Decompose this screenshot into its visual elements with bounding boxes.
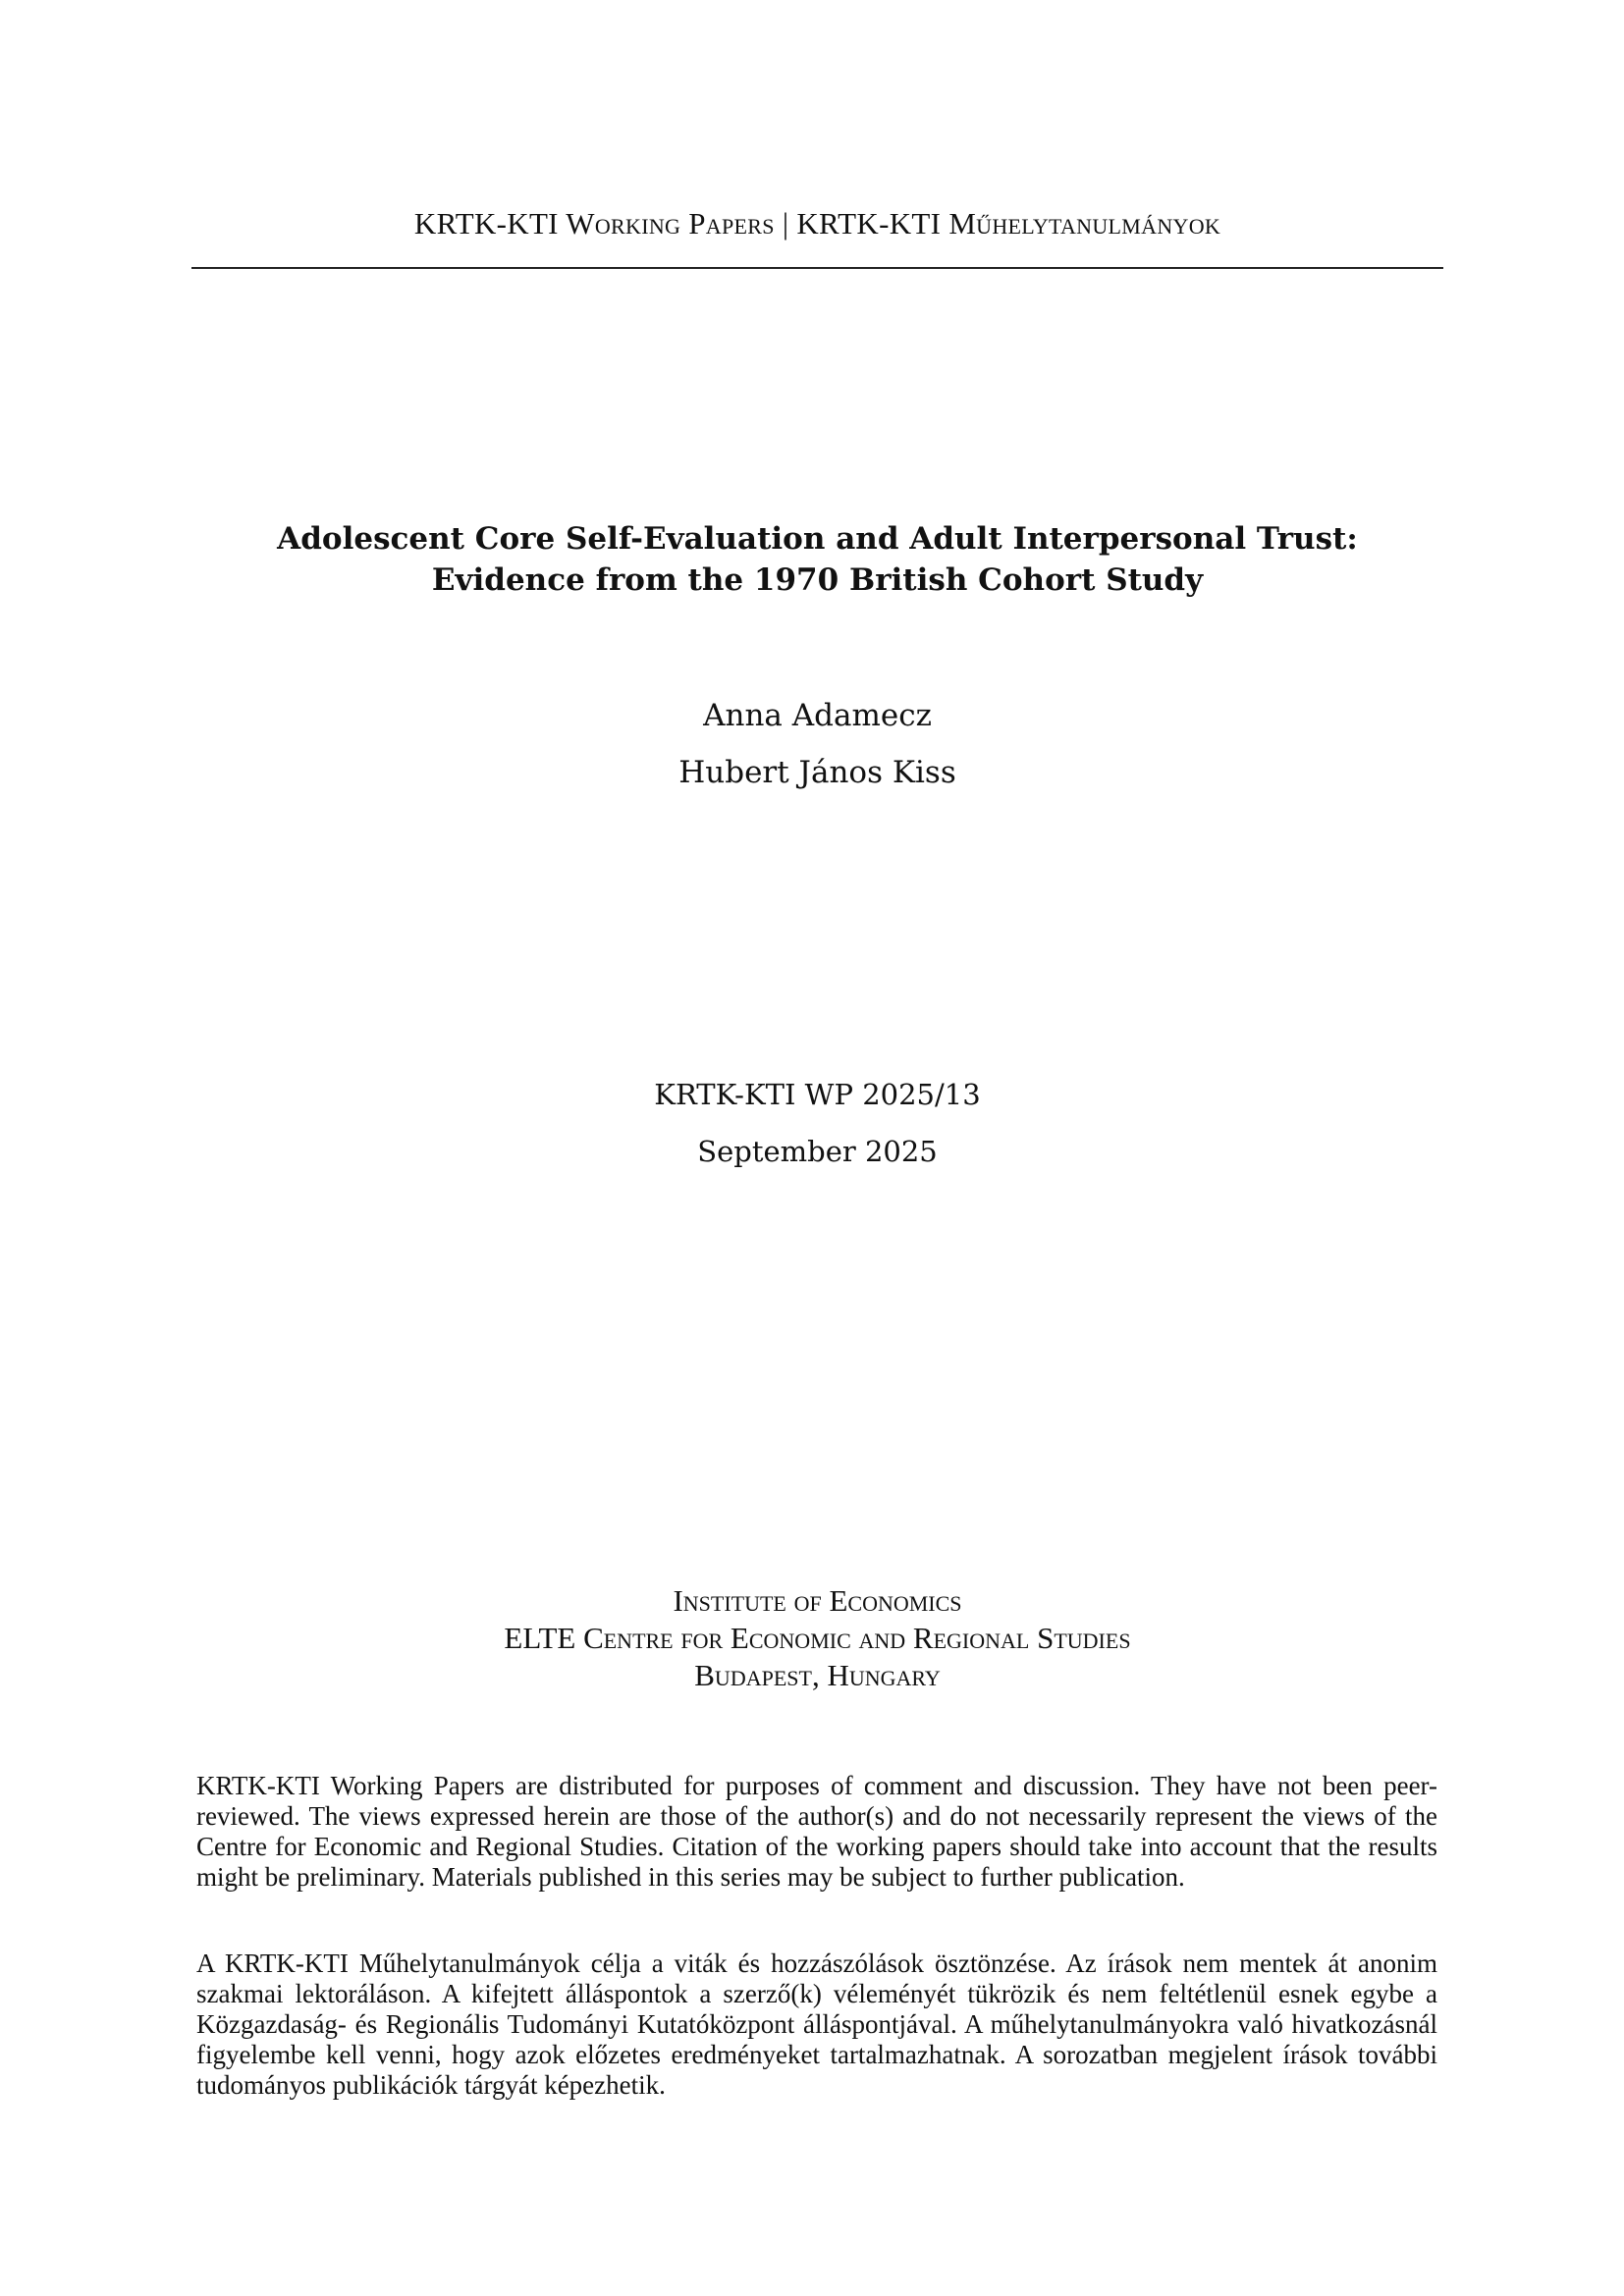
disclaimer-hungarian: A KRTK-KTI Műhelytanulmányok célja a viták és hozzászólások ösztönzése. Az írások nem mentek át anonim szakmai lektoráláson. A kifejtett álláspontok a szerző(k) véleményét tükrözik és nem feltétlenül esnek egybe a Közgazdaság- és Regionális Tudományi Kutatóközpont álláspontjával. A műhelytanulmányokra való hivatkozásnál figyelembe kell venni, hogy azok előzetes eredményeket tartalmazhatnak. A sorozatban megjelent írások további tudományos publikációk tárgyát képezhetik.: [196, 1949, 1437, 2100]
author-name: Anna Adamecz: [703, 698, 932, 733]
institution-line: ELTE Centre for Economic and Regional Studies: [504, 1621, 1131, 1655]
publication-date: September 2025: [697, 1135, 938, 1168]
working-paper-number: KRTK-KTI WP 2025/13: [654, 1078, 981, 1111]
series-header: KRTK-KTI Working Papers | KRTK-KTI Műhelytanulmányok: [413, 206, 1221, 240]
author-name: Hubert János Kiss: [678, 755, 956, 790]
institution-line: Institute of Economics: [673, 1583, 962, 1618]
paper-title-line-2: Evidence from the 1970 British Cohort Study: [431, 562, 1204, 598]
author-list: [191, 687, 1443, 801]
institution-block: [191, 1582, 1443, 1694]
paper-title: [191, 518, 1443, 601]
institution-line: Budapest, Hungary: [694, 1658, 941, 1692]
header-divider: [191, 267, 1443, 269]
disclaimer-english: KRTK-KTI Working Papers are distributed for purposes of comment and discussion. They have not been peer-reviewed. The views expressed herein are those of the author(s) and do not necessarily represent the views of the Centre for Economic and Regional Studies. Citation of the working papers should take into account that the results might be preliminary. Materials published in this series may be subject to further publication.: [196, 1771, 1437, 1892]
paper-title-line-1: Adolescent Core Self-Evaluation and Adult Interpersonal Trust:: [277, 521, 1358, 557]
working-paper-meta: [191, 1066, 1443, 1180]
